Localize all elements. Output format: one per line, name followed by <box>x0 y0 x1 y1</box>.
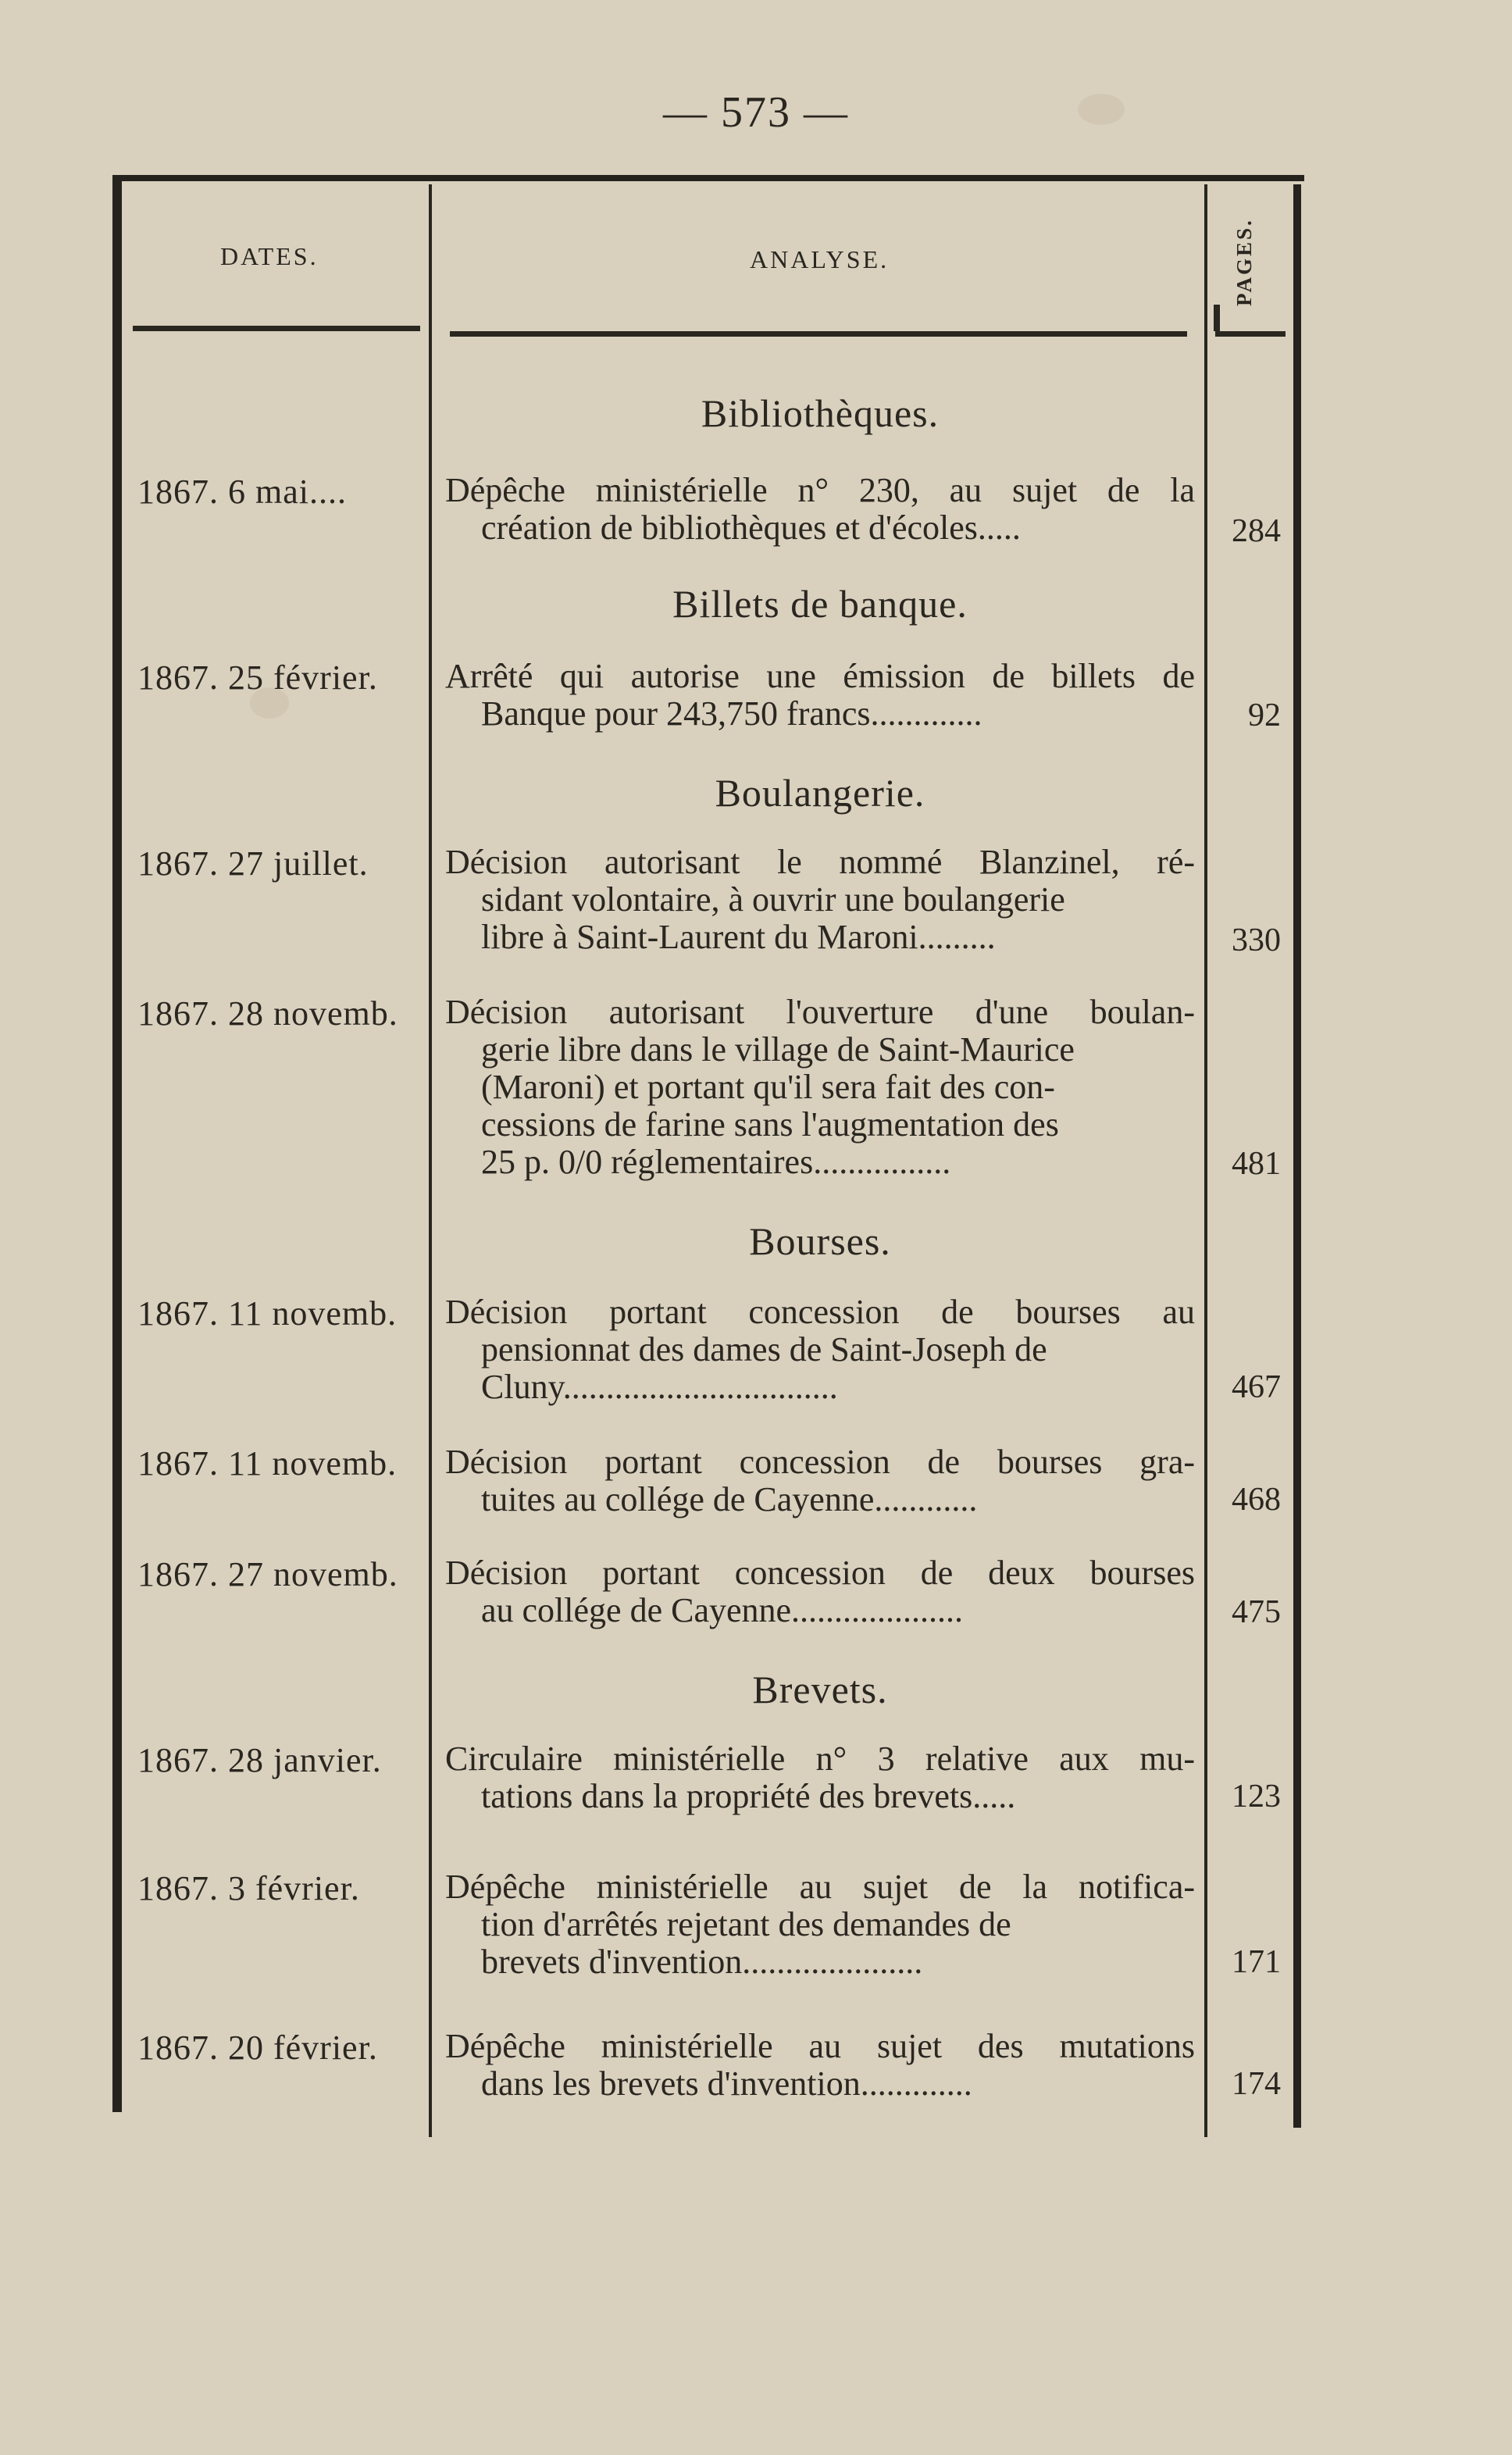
analysis-line: tations dans la propriété des brevets..... <box>481 1777 1016 1815</box>
header-pages: PAGES. <box>1232 218 1256 306</box>
analysis-line: pensionnat des dames de Saint-Joseph de <box>481 1330 1047 1368</box>
analysis-line: tion d'arrêtés rejetant des demandes de <box>481 1905 1011 1943</box>
header-underline-dates <box>133 326 420 331</box>
analysis-line: Décision portant concession de bourses au <box>445 1293 1195 1331</box>
section-title: Billets de banque. <box>672 582 968 626</box>
analysis-line: Arrêté qui autorise une émission de billets de <box>445 657 1195 695</box>
analysis-line: cessions de farine sans l'augmentation des <box>481 1105 1059 1144</box>
entry-page: 92 <box>1248 698 1281 733</box>
entry-analysis <box>445 1443 1195 1518</box>
analysis-line: Dépêche ministérielle au sujet de la notifica- <box>445 1868 1195 1906</box>
header-underline-analyse <box>450 331 1187 337</box>
entry-date: 1867. 3 février. <box>137 1869 360 1907</box>
header-analyse: ANALYSE. <box>750 245 890 273</box>
entry-date: 1867. 11 novemb. <box>137 1294 398 1333</box>
entry-page: 467 <box>1232 1369 1281 1405</box>
analysis-line: Cluny................................ <box>481 1368 838 1406</box>
analysis-line: dans les brevets d'invention............. <box>481 2064 972 2103</box>
analysis-line: Décision portant concession de bourses gra- <box>445 1443 1195 1481</box>
entry-page: 481 <box>1232 1146 1281 1182</box>
entry-date: 1867. 6 mai.... <box>137 473 347 511</box>
section-title: Bourses. <box>749 1219 891 1263</box>
entry-analysis <box>445 1868 1195 1981</box>
entry-analysis <box>445 844 1195 956</box>
section-title: Boulangerie. <box>715 771 925 815</box>
table-left-border <box>112 175 122 2112</box>
entry-date: 1867. 28 novemb. <box>137 994 398 1033</box>
analysis-line: Décision autorisant le nommé Blanzinel, ré- <box>445 843 1195 881</box>
entry-analysis <box>445 472 1195 547</box>
analysis-line: Circulaire ministérielle n° 3 relative aux mu- <box>445 1740 1195 1778</box>
analysis-line: Banque pour 243,750 francs............. <box>481 694 982 733</box>
header-dates: DATES. <box>220 242 319 270</box>
section-title: Brevets. <box>752 1668 888 1711</box>
entry-page: 475 <box>1232 1594 1281 1630</box>
section-title: Bibliothèques. <box>701 391 940 435</box>
entry-analysis <box>445 1294 1195 1406</box>
pages-header-mark <box>1214 305 1220 331</box>
analysis-line: au collége de Cayenne.................... <box>481 1591 964 1629</box>
entry-date: 1867. 27 juillet. <box>137 844 369 883</box>
analysis-line: Dépêche ministérielle au sujet des mutations <box>445 2027 1195 2065</box>
entry-date: 1867. 25 février. <box>137 658 378 697</box>
analysis-line: (Maroni) et portant qu'il sera fait des con- <box>481 1068 1055 1106</box>
entry-analysis <box>445 658 1195 733</box>
entry-analysis <box>445 1740 1195 1815</box>
column-divider-dates <box>429 184 432 2137</box>
analysis-line: 25 p. 0/0 réglementaires................ <box>481 1143 951 1181</box>
analysis-line: Dépêche ministérielle n° 230, au sujet de la <box>445 471 1195 509</box>
entry-analysis <box>445 994 1195 1181</box>
entry-page: 123 <box>1232 1779 1281 1814</box>
column-divider-pages <box>1204 184 1207 2137</box>
entry-page: 174 <box>1232 2066 1281 2102</box>
analysis-line: création de bibliothèques et d'écoles..... <box>481 508 1021 547</box>
analysis-line: Décision autorisant l'ouverture d'une boulan- <box>445 993 1195 1031</box>
entry-date: 1867. 27 novemb. <box>137 1555 398 1593</box>
entry-date: 1867. 11 novemb. <box>137 1444 398 1483</box>
analysis-line: gerie libre dans le village de Saint-Maurice <box>481 1030 1075 1069</box>
analysis-line: tuites au collége de Cayenne............ <box>481 1480 978 1518</box>
analysis-line: sidant volontaire, à ouvrir une boulangerie <box>481 880 1065 919</box>
entry-analysis <box>445 1554 1195 1629</box>
analysis-line: libre à Saint-Laurent du Maroni......... <box>481 918 996 956</box>
entry-page: 468 <box>1232 1482 1281 1518</box>
entry-page: 284 <box>1232 513 1281 549</box>
page-number: — 573 — <box>663 88 849 137</box>
analysis-line: brevets d'invention..................... <box>481 1943 923 1981</box>
entry-analysis <box>445 2028 1195 2103</box>
entry-page: 330 <box>1232 922 1281 958</box>
table-right-border <box>1293 184 1301 2128</box>
entry-date: 1867. 20 février. <box>137 2029 378 2067</box>
table-top-border <box>117 175 1304 181</box>
entry-date: 1867. 28 janvier. <box>137 1741 382 1779</box>
analysis-line: Décision portant concession de deux bourses <box>445 1554 1195 1592</box>
entry-page: 171 <box>1232 1944 1281 1980</box>
header-underline-pages <box>1215 331 1286 337</box>
